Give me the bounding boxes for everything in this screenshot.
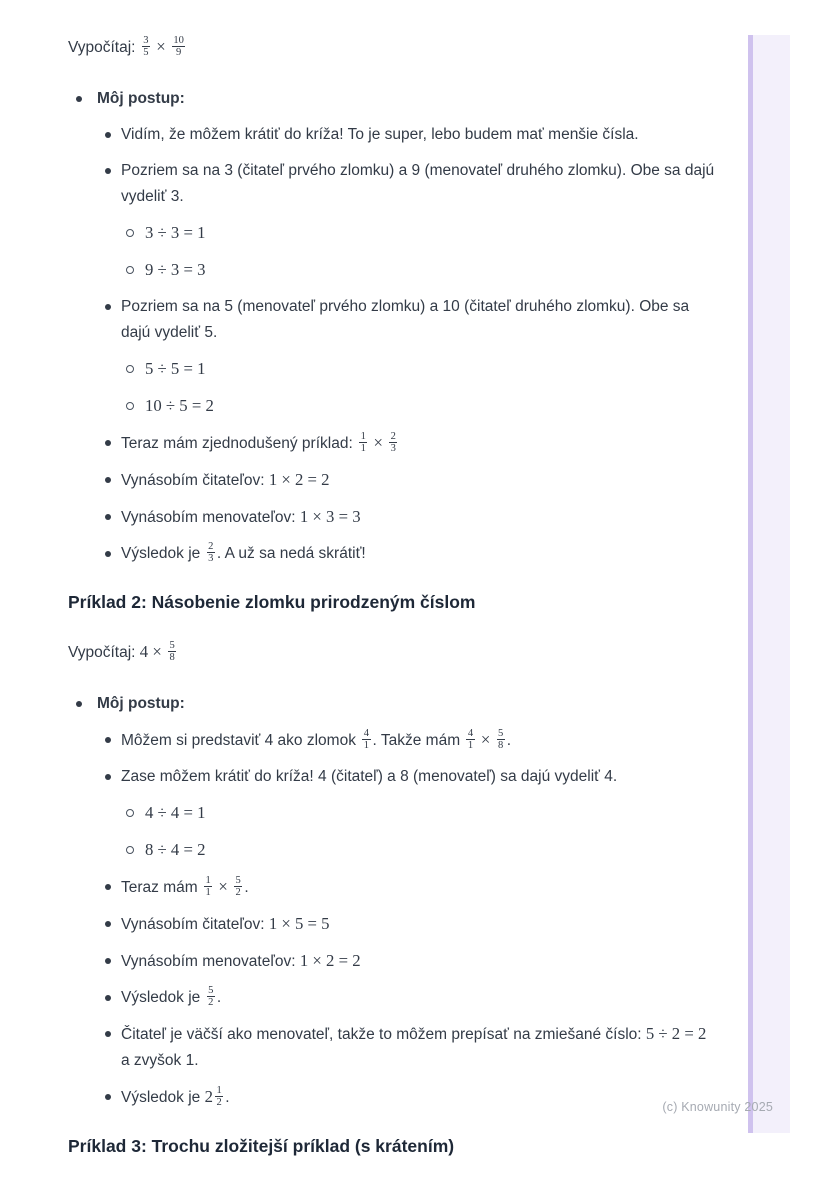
list-item-text: [145, 220, 718, 247]
math-segment: 8 ÷ 4 = 2: [145, 840, 206, 859]
text-segment: .: [506, 732, 512, 749]
fraction: [172, 35, 186, 60]
text-segment: .: [244, 879, 249, 896]
fraction: [389, 431, 397, 456]
list-item-text: [121, 504, 718, 531]
open-circle: [126, 809, 134, 817]
fraction-denominator: 2: [235, 887, 241, 899]
dot: [105, 304, 111, 310]
fraction-numerator: 1: [360, 430, 366, 442]
fraction-denominator: 3: [390, 443, 396, 455]
bullet-icon: [76, 691, 97, 717]
fraction: [215, 1085, 223, 1110]
math-segment: 5 ÷ 2 = 2: [645, 1024, 707, 1043]
bullet-icon: [105, 874, 121, 901]
fraction: [497, 728, 505, 753]
list-item-text: [121, 122, 718, 148]
list-item: [68, 467, 718, 494]
text-segment: . Takže mám: [372, 732, 465, 749]
list-item: [68, 122, 718, 148]
section-heading: Príklad 3: Trochu zložitejší príklad (s krátením): [68, 1136, 455, 1156]
dot: [105, 477, 111, 483]
fraction: [466, 728, 474, 753]
list-item: [68, 691, 718, 717]
circle-bullet-icon: [126, 800, 145, 827]
list-item: [68, 158, 718, 210]
bullet-icon: [105, 122, 121, 148]
circle-bullet-icon: [126, 220, 145, 247]
list-item-text: [97, 86, 718, 112]
list-item-text: [145, 800, 718, 827]
circle-bullet-icon: [126, 837, 145, 864]
text-segment: Čitateľ je väčší ako menovateľ, takže to môžem prepísať na zmiešané číslo:: [121, 1026, 646, 1043]
fraction-numerator: 5: [498, 727, 504, 739]
fraction-numerator: 1: [205, 874, 211, 886]
list-item: [68, 727, 718, 754]
bullet-icon: [105, 764, 121, 790]
text-segment: Výsledok je: [121, 545, 205, 562]
math-segment: 1 × 2 = 2: [299, 951, 361, 970]
dot: [105, 551, 111, 557]
fraction-denominator: 1: [363, 740, 370, 752]
math-segment: 4 ×: [139, 642, 166, 661]
list-item: [68, 257, 718, 284]
fraction-denominator: 2: [216, 1097, 222, 1109]
list-item-text: [121, 1084, 718, 1111]
bullet-icon: [105, 948, 121, 975]
mixed-number-whole: 2: [204, 1087, 213, 1106]
bullet-icon: [105, 467, 121, 494]
list-item: [68, 800, 718, 827]
dot: [105, 168, 111, 174]
bullet-icon: [105, 1084, 121, 1111]
circle-bullet-icon: [126, 257, 145, 284]
text-segment: Zase môžem krátiť do kríža! 4 (čitateľ) a 8 (menovateľ) sa dajú vydeliť 4.: [121, 768, 618, 785]
dot: [105, 995, 111, 1001]
fraction-denominator: 1: [205, 887, 211, 899]
text-segment: a zvyšok 1.: [121, 1052, 199, 1069]
list-item: [68, 874, 718, 901]
text-segment: Výsledok je: [121, 1089, 205, 1106]
fraction-denominator: 9: [176, 47, 182, 59]
section-heading: Príklad 2: Násobenie zlomku prirodzeným číslom: [68, 592, 476, 612]
paragraph: [68, 639, 718, 666]
fraction: [204, 875, 212, 900]
list-item: [68, 220, 718, 247]
bullet-icon: [105, 911, 121, 938]
math-segment: 9 ÷ 3 = 3: [145, 260, 206, 279]
list-item: [68, 356, 718, 383]
math-segment: 4 ÷ 4 = 1: [145, 803, 206, 822]
dot: [105, 1031, 111, 1037]
fraction: [142, 35, 150, 60]
content: [68, 34, 718, 1183]
text-segment: .: [216, 989, 222, 1006]
bullet-icon: [105, 1021, 121, 1074]
bullet-icon: [76, 86, 97, 112]
text-segment: Môžem si predstaviť 4 ako zlomok: [121, 732, 361, 749]
fraction-denominator: 8: [498, 740, 504, 752]
open-circle: [126, 365, 134, 373]
fraction-numerator: 5: [235, 874, 241, 886]
text-segment: Vynásobím čitateľov:: [121, 472, 269, 489]
list-item-text: [121, 874, 718, 901]
fraction-numerator: 2: [390, 430, 396, 442]
list-item-text: [121, 948, 718, 975]
text-segment: Môj postup:: [97, 695, 185, 712]
math-segment: ×: [214, 877, 233, 896]
bullet-icon: [105, 430, 121, 457]
math-segment: 1 × 3 = 3: [299, 507, 361, 526]
text-segment: Pozriem sa na 5 (menovateľ prvého zlomku) a 10 (čitateľ druhého zlomku). Obe sa dajú vydeliť 5.: [121, 298, 690, 341]
list-item-text: [145, 257, 718, 284]
text-segment: Vynásobím menovateľov:: [121, 953, 300, 970]
list-item: [68, 911, 718, 938]
bullet-icon: [105, 541, 121, 567]
dot: [105, 774, 111, 780]
fraction-numerator: 10: [173, 34, 184, 46]
math-segment: 10 ÷ 5 = 2: [145, 396, 214, 415]
list-item: [68, 430, 718, 457]
list-item-text: [121, 727, 718, 754]
fraction-numerator: 2: [208, 540, 214, 552]
list-item-text: [121, 430, 718, 457]
text-segment: . A už sa nedá skrátiť!: [216, 545, 366, 562]
list-item-text: [121, 541, 718, 567]
bullet-icon: [105, 727, 121, 754]
copyright-text: (c) Knowunity 2025: [662, 1100, 773, 1114]
dot: [105, 514, 111, 520]
bullet-icon: [105, 158, 121, 210]
list-item-text: [145, 393, 718, 420]
circle-bullet-icon: [126, 356, 145, 383]
bullet-icon: [105, 985, 121, 1011]
bullet-icon: [105, 294, 121, 346]
list-item-text: [121, 985, 718, 1011]
list-item-text: [121, 764, 718, 790]
dot: [105, 737, 111, 743]
list-item: [68, 1021, 718, 1074]
list-item: [68, 393, 718, 420]
text-segment: Výsledok je: [121, 989, 205, 1006]
fraction: [362, 728, 370, 753]
open-circle: [126, 229, 134, 237]
dot: [105, 884, 111, 890]
open-circle: [126, 846, 134, 854]
fraction-numerator: 5: [208, 984, 214, 996]
list-item-text: [121, 294, 718, 346]
text-segment: Vidím, že môžem krátiť do kríža! To je super, lebo budem mať menšie čísla.: [121, 126, 639, 143]
fraction-denominator: 1: [360, 443, 366, 455]
list-item: [68, 86, 718, 112]
open-circle: [126, 266, 134, 274]
list-item: [68, 294, 718, 346]
math-segment: ×: [476, 730, 495, 749]
dot: [76, 701, 82, 707]
list-item-text: [121, 1021, 718, 1074]
text-segment: .: [225, 1089, 230, 1106]
fraction: [234, 875, 242, 900]
list-item-text: [121, 467, 718, 494]
fraction-numerator: 4: [363, 727, 370, 739]
math-segment: ×: [369, 433, 388, 452]
bullet-list: [68, 691, 718, 1111]
fraction-numerator: 5: [169, 639, 175, 651]
list-item: [68, 541, 718, 567]
list-item: [68, 504, 718, 531]
fraction-denominator: 2: [208, 997, 214, 1009]
text-segment: Vypočítaj:: [68, 39, 140, 56]
list-item-text: [121, 911, 718, 938]
math-segment: 1 × 5 = 5: [268, 914, 330, 933]
fraction-denominator: 3: [208, 553, 214, 565]
list-item: [68, 985, 718, 1011]
math-segment: 5 ÷ 5 = 1: [145, 359, 206, 378]
fraction-denominator: 8: [169, 652, 175, 664]
right-margin-strip: [748, 35, 790, 1133]
list-item: [68, 764, 718, 790]
circle-bullet-icon: [126, 393, 145, 420]
text-segment: Pozriem sa na 3 (čitateľ prvého zlomku) a 9 (menovateľ druhého zlomku). Obe sa dajú vydeliť 3.: [121, 162, 715, 205]
text-segment: Vynásobím menovateľov:: [121, 509, 300, 526]
fraction-numerator: 3: [143, 34, 149, 46]
dot: [105, 958, 111, 964]
text-segment: Teraz mám: [121, 879, 202, 896]
dot: [105, 921, 111, 927]
dot: [76, 96, 82, 102]
bullet-list: [68, 86, 718, 567]
list-item: [68, 837, 718, 864]
text-segment: Môj postup:: [97, 90, 185, 107]
list-item: [68, 1084, 718, 1111]
fraction-numerator: 1: [216, 1084, 222, 1096]
list-item-text: [121, 158, 718, 210]
open-circle: [126, 402, 134, 410]
math-segment: 1 × 2 = 2: [268, 470, 330, 489]
fraction-numerator: 4: [467, 727, 474, 739]
fraction-denominator: 5: [143, 47, 149, 59]
bullet-icon: [105, 504, 121, 531]
fraction: [207, 985, 215, 1010]
math-segment: 3 ÷ 3 = 1: [145, 223, 206, 242]
list-item-text: [145, 356, 718, 383]
dot: [105, 1094, 111, 1100]
list-item-text: [97, 691, 718, 717]
fraction: [168, 640, 176, 665]
fraction: [359, 431, 367, 456]
fraction: [207, 541, 215, 566]
fraction-denominator: 1: [467, 740, 474, 752]
text-segment: Vynásobím čitateľov:: [121, 916, 269, 933]
math-segment: ×: [152, 37, 170, 56]
list-item-text: [145, 837, 718, 864]
text-segment: Vypočítaj:: [68, 644, 140, 661]
text-segment: Teraz mám zjednodušený príklad:: [121, 435, 358, 452]
list-item: [68, 948, 718, 975]
dot: [105, 132, 111, 138]
dot: [105, 440, 111, 446]
paragraph: [68, 34, 718, 61]
